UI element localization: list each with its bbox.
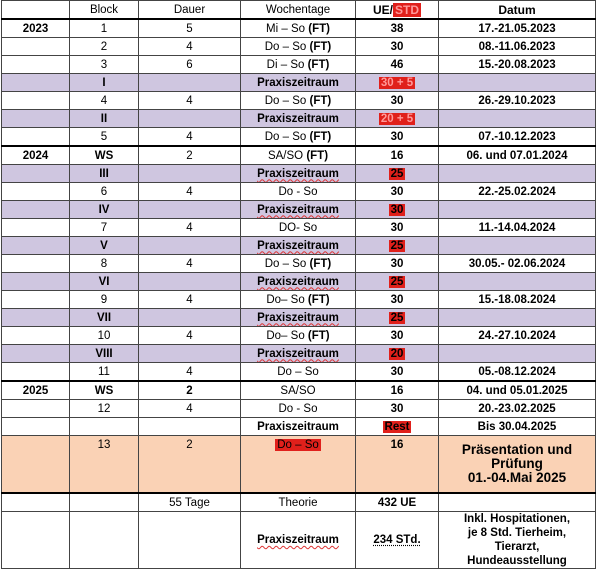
ft-marker: (FT) <box>309 40 332 53</box>
year-cell <box>2 56 70 74</box>
datum-cell: Bis 30.04.2025 <box>439 418 596 436</box>
wochentage-cell <box>241 201 356 219</box>
table-row <box>2 381 596 400</box>
block-cell: 1 <box>70 19 139 38</box>
ue-cell: 30 <box>356 400 439 418</box>
year-cell <box>2 237 70 255</box>
table-row <box>2 56 596 74</box>
block-cell: VII <box>70 309 139 327</box>
block-cell: 7 <box>70 219 139 237</box>
datum-cell <box>439 345 596 363</box>
std-label: STD <box>395 2 419 17</box>
datum-header: Datum <box>439 1 596 20</box>
wt-text: Praxiszeitraum <box>257 239 339 252</box>
block-cell: 12 <box>70 400 139 418</box>
ft-marker: (FT) <box>307 329 330 342</box>
ue-cell: 46 <box>356 56 439 74</box>
datum-cell: 17.-21.05.2023 <box>439 19 596 38</box>
datum-cell <box>439 201 596 219</box>
table-row <box>2 128 596 147</box>
ue-highlight: 20 + 5 <box>380 112 414 125</box>
year-cell <box>2 74 70 92</box>
table-row <box>2 19 596 38</box>
dauer-cell <box>139 418 241 436</box>
block-cell: III <box>70 165 139 183</box>
table-row <box>2 219 596 237</box>
wochentage-cell <box>241 436 356 494</box>
ue-cell <box>356 110 439 128</box>
datum-cell: 30.05.- 02.06.2024 <box>439 255 596 273</box>
block-cell: I <box>70 74 139 92</box>
ue-cell <box>356 237 439 255</box>
block-header: Block <box>70 1 139 20</box>
table-row <box>2 291 596 309</box>
dauer-cell <box>139 165 241 183</box>
table-row <box>2 327 596 345</box>
praxis-row <box>2 165 596 183</box>
ft-marker: (FT) <box>308 22 330 35</box>
year-cell <box>2 273 70 291</box>
ue-cell <box>356 345 439 363</box>
table-row <box>2 92 596 110</box>
final-row <box>2 436 596 494</box>
note-line: Tierarzt, <box>494 541 540 553</box>
dauer-cell <box>139 74 241 92</box>
note-line: Inkl. Hospitationen, <box>463 513 571 525</box>
praxis-text: Praxiszeitraum <box>257 534 339 546</box>
dauer-cell <box>139 110 241 128</box>
block-cell: VI <box>70 273 139 291</box>
wt-text: Mi – So <box>266 22 306 35</box>
wt-text: Do – So <box>264 94 307 107</box>
wochentage-cell <box>241 146 356 165</box>
ue-cell <box>356 165 439 183</box>
praxis-row <box>2 345 596 363</box>
wt-text: Do – So <box>264 130 307 143</box>
ue-cell: 30 <box>356 183 439 201</box>
block-cell: 2 <box>70 38 139 56</box>
year-cell <box>2 92 70 110</box>
year-cell <box>2 345 70 363</box>
ue-highlight: Rest <box>384 420 410 433</box>
wochentage-cell <box>241 165 356 183</box>
wochentage-cell: Praxiszeitraum <box>241 110 356 128</box>
wt-highlight: Do – So <box>277 439 319 451</box>
dauer-header: Dauer <box>139 1 241 20</box>
dauer-cell: 2 <box>139 146 241 165</box>
wt-text: Do – So <box>264 40 307 53</box>
year-cell: 2025 <box>2 381 70 400</box>
datum-cell: 07.-10.12.2023 <box>439 128 596 147</box>
year-cell <box>2 327 70 345</box>
wochentage-cell <box>241 128 356 147</box>
datum-cell <box>439 436 596 494</box>
praxis-std-cell <box>356 512 439 569</box>
dauer-cell <box>139 512 241 569</box>
dauer-cell <box>139 345 241 363</box>
wt-text: Praxiszeitraum <box>257 167 339 180</box>
wochentage-cell: Praxiszeitraum <box>241 418 356 436</box>
tage-cell: 55 Tage <box>139 493 241 512</box>
dauer-cell: 2 <box>139 381 241 400</box>
dauer-cell <box>139 237 241 255</box>
year-cell <box>2 418 70 436</box>
wochentage-cell: Do – So <box>241 363 356 382</box>
year-cell: 2023 <box>2 19 70 38</box>
block-cell <box>70 418 139 436</box>
block-cell: 6 <box>70 183 139 201</box>
block-cell: VIII <box>70 345 139 363</box>
table-row <box>2 183 596 201</box>
dauer-cell: 4 <box>139 219 241 237</box>
dauer-cell: 4 <box>139 255 241 273</box>
block-cell: 10 <box>70 327 139 345</box>
ue-highlight: 30 <box>390 203 404 216</box>
datum-cell: 15.-18.08.2024 <box>439 291 596 309</box>
datum-cell: 26.-29.10.2023 <box>439 92 596 110</box>
year-cell <box>2 128 70 147</box>
ue-std-header <box>356 1 439 20</box>
dauer-cell: 4 <box>139 92 241 110</box>
wochentage-cell <box>241 255 356 273</box>
block-cell <box>70 493 139 512</box>
pres-line: Präsentation und <box>461 442 573 457</box>
year-cell <box>2 165 70 183</box>
block-cell: 13 <box>70 436 139 494</box>
ue-highlight: 30 + 5 <box>380 76 414 89</box>
wochentage-cell: DO- So <box>241 219 356 237</box>
datum-cell <box>439 273 596 291</box>
ue-highlight: 25 <box>390 311 404 324</box>
ft-marker: (FT) <box>309 94 332 107</box>
wochentage-cell <box>241 327 356 345</box>
wochentage-cell <box>241 56 356 74</box>
ue-cell: 30 <box>356 327 439 345</box>
wochentage-cell <box>241 273 356 291</box>
ft-marker: (FT) <box>307 293 330 306</box>
datum-cell <box>439 237 596 255</box>
table-row <box>2 400 596 418</box>
year-cell <box>2 512 70 569</box>
wt-text: Praxiszeitraum <box>257 203 339 216</box>
wt-text: Do – So <box>264 257 307 270</box>
ue-cell: 38 <box>356 19 439 38</box>
note-line: je 8 Std. Tierheim, <box>467 527 567 539</box>
datum-cell: 20.-23.02.2025 <box>439 400 596 418</box>
year-cell <box>2 219 70 237</box>
year-cell <box>2 201 70 219</box>
theorie-cell: Theorie <box>241 493 356 512</box>
dauer-cell <box>139 201 241 219</box>
praxis-row <box>2 273 596 291</box>
summary-row <box>2 493 596 512</box>
datum-cell <box>439 493 596 512</box>
table-row <box>2 418 596 436</box>
ue-cell: 30 <box>356 219 439 237</box>
wochentage-header: Wochentage <box>241 1 356 20</box>
block-cell: WS <box>70 146 139 165</box>
note-cell <box>439 512 596 569</box>
ue-label: UE/ <box>372 2 393 17</box>
table-row <box>2 38 596 56</box>
table-row <box>2 146 596 165</box>
block-cell: 11 <box>70 363 139 382</box>
ft-marker: (FT) <box>309 130 332 143</box>
dauer-cell: 4 <box>139 291 241 309</box>
ue-cell: 30 <box>356 363 439 382</box>
wt-text: Do– So <box>266 329 305 342</box>
summary-row <box>2 512 596 569</box>
year-header <box>2 1 70 20</box>
pres-line: 01.-04.Mai 2025 <box>467 470 567 485</box>
ft-marker: (FT) <box>306 149 329 162</box>
datum-cell <box>439 74 596 92</box>
ft-marker: (FT) <box>309 257 332 270</box>
ft-marker: (FT) <box>307 58 330 71</box>
datum-cell: 06. und 07.01.2024 <box>439 146 596 165</box>
year-cell <box>2 183 70 201</box>
year-cell <box>2 309 70 327</box>
ue-cell: 30 <box>356 255 439 273</box>
datum-cell: 05.-08.12.2024 <box>439 363 596 382</box>
wochentage-cell <box>241 309 356 327</box>
pres-line: Prüfung <box>491 456 543 471</box>
wochentage-cell: SA/SO <box>241 381 356 400</box>
wt-text: SA/SO <box>267 149 304 162</box>
praxis-row <box>2 309 596 327</box>
datum-cell <box>439 165 596 183</box>
wochentage-cell: Praxiszeitraum <box>241 74 356 92</box>
block-cell: 9 <box>70 291 139 309</box>
ue-highlight: 20 <box>390 347 404 360</box>
table-row <box>2 363 596 382</box>
block-cell: WS <box>70 381 139 400</box>
dauer-cell: 5 <box>139 19 241 38</box>
dauer-cell <box>139 273 241 291</box>
datum-cell <box>439 110 596 128</box>
note-line: Hundeausstellung <box>467 555 567 567</box>
praxis-row <box>2 201 596 219</box>
datum-cell: 24.-27.10.2024 <box>439 327 596 345</box>
ue-cell: 30 <box>356 92 439 110</box>
datum-cell: 15.-20.08.2023 <box>439 56 596 74</box>
dauer-cell: 4 <box>139 128 241 147</box>
datum-cell: 08.-11.06.2023 <box>439 38 596 56</box>
ue-cell: 16 <box>356 146 439 165</box>
datum-cell: 22.-25.02.2024 <box>439 183 596 201</box>
wochentage-cell <box>241 345 356 363</box>
wochentage-cell <box>241 19 356 38</box>
block-cell: 4 <box>70 92 139 110</box>
year-cell <box>2 493 70 512</box>
block-cell: 8 <box>70 255 139 273</box>
dauer-cell: 4 <box>139 38 241 56</box>
ue-cell <box>356 74 439 92</box>
schedule-table <box>1 0 596 569</box>
dauer-cell: 4 <box>139 183 241 201</box>
table-row <box>2 255 596 273</box>
dauer-cell: 4 <box>139 400 241 418</box>
ue-cell: 16 <box>356 436 439 494</box>
dauer-cell: 6 <box>139 56 241 74</box>
praxis-cell <box>241 512 356 569</box>
ue-highlight: 25 <box>390 275 404 288</box>
dauer-cell: 4 <box>139 363 241 382</box>
block-cell: II <box>70 110 139 128</box>
block-cell <box>70 512 139 569</box>
year-cell <box>2 291 70 309</box>
block-cell: IV <box>70 201 139 219</box>
ue-cell <box>356 273 439 291</box>
wt-text: Di – So <box>266 58 305 71</box>
praxis-row <box>2 237 596 255</box>
wt-text: Praxiszeitraum <box>257 311 339 324</box>
year-cell <box>2 436 70 494</box>
year-cell <box>2 38 70 56</box>
praxis-row <box>2 110 596 128</box>
wochentage-cell <box>241 291 356 309</box>
ue-cell: 30 <box>356 38 439 56</box>
ue-cell: 30 <box>356 291 439 309</box>
wochentage-cell <box>241 92 356 110</box>
wt-text: Praxiszeitraum <box>257 347 339 360</box>
praxis-std-text: 234 STd. <box>373 534 421 546</box>
year-cell <box>2 363 70 382</box>
header-row <box>2 1 596 20</box>
block-cell: V <box>70 237 139 255</box>
dauer-cell: 2 <box>139 436 241 494</box>
datum-cell: 11.-14.04.2024 <box>439 219 596 237</box>
ue-cell: 16 <box>356 381 439 400</box>
wochentage-cell <box>241 237 356 255</box>
year-cell <box>2 110 70 128</box>
year-cell <box>2 255 70 273</box>
wochentage-cell <box>241 38 356 56</box>
ue-cell <box>356 418 439 436</box>
wt-text: Do– So <box>266 293 305 306</box>
ue-highlight: 25 <box>390 167 404 180</box>
wochentage-cell: Do - So <box>241 400 356 418</box>
theorie-ue-cell: 432 UE <box>356 493 439 512</box>
block-cell: 5 <box>70 128 139 147</box>
wochentage-cell: Do - So <box>241 183 356 201</box>
dauer-cell: 4 <box>139 327 241 345</box>
datum-cell <box>439 309 596 327</box>
ue-cell: 30 <box>356 128 439 147</box>
ue-cell <box>356 201 439 219</box>
ue-cell <box>356 309 439 327</box>
year-cell <box>2 400 70 418</box>
block-cell: 3 <box>70 56 139 74</box>
year-cell: 2024 <box>2 146 70 165</box>
dauer-cell <box>139 309 241 327</box>
wt-text: Praxiszeitraum <box>257 275 339 288</box>
ue-highlight: 25 <box>390 239 404 252</box>
praxis-row <box>2 74 596 92</box>
datum-cell: 04. und 05.01.2025 <box>439 381 596 400</box>
